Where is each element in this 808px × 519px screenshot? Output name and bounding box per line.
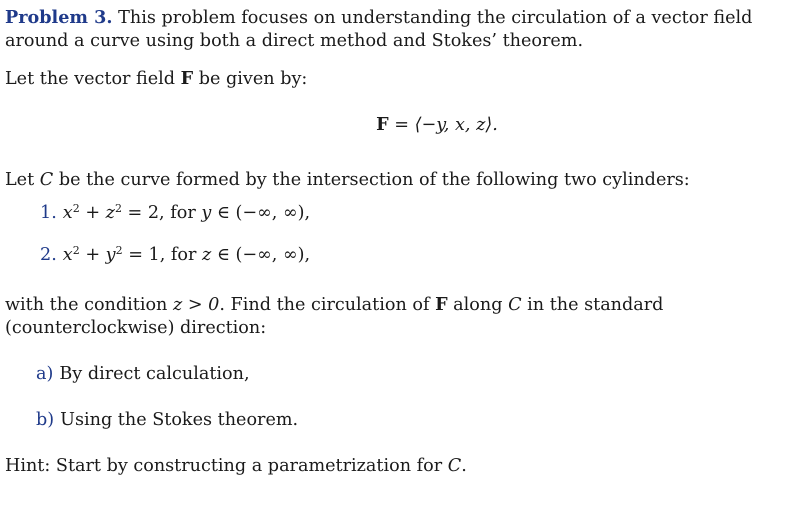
condition-field-symbol: F: [435, 294, 448, 315]
condition-post: in the standard (counterclockwise) direction:: [5, 295, 664, 338]
condition-curve-symbol: C: [508, 295, 522, 315]
part-text: Using the Stokes theorem.: [60, 410, 299, 430]
field-equation-rhs: = ⟨−y, x, z⟩.: [388, 115, 498, 135]
part-label: a): [36, 364, 54, 384]
curve-symbol: C: [39, 170, 54, 190]
cylinder-item-1: [40, 202, 805, 244]
cylinder-number: 1.: [40, 203, 57, 223]
condition-math: z > 0: [172, 295, 220, 315]
problem-document: [5, 6, 805, 478]
math-var: x: [62, 245, 73, 265]
condition-mid2: along: [447, 295, 509, 315]
hint-text: Hint: Start by constructing a parametrization for: [5, 456, 448, 476]
math-term: + z: [79, 203, 115, 223]
part-label: b): [36, 410, 55, 430]
problem-intro-text: This problem focuses on understanding the circulation of a vector field around a curve using both a direct method and Stokes’ theorem.: [5, 8, 753, 51]
field-sentence: [5, 67, 805, 91]
math-text: ∈ (−∞, ∞),: [211, 245, 311, 265]
math-exponent: 2: [72, 244, 80, 257]
parts-list: [5, 363, 805, 455]
condition-pre: with the condition: [5, 295, 173, 315]
field-sentence-post: be given by:: [193, 69, 308, 89]
cylinder-list: [5, 202, 805, 286]
part-text: By direct calculation,: [59, 364, 250, 384]
math-exponent: 2: [115, 244, 123, 257]
field-equation: [5, 113, 805, 137]
math-exponent: 2: [114, 202, 122, 215]
math-var: z: [202, 245, 212, 265]
condition-mid: . Find the circulation of: [219, 295, 436, 315]
condition-paragraph: [5, 293, 805, 340]
math-text: = 1, for: [122, 245, 203, 265]
cylinder-item-2: [40, 244, 805, 286]
cylinder-number: 2.: [40, 245, 57, 265]
part-a: [36, 363, 805, 409]
math-exponent: 2: [72, 202, 80, 215]
problem-label: Problem 3.: [5, 7, 113, 28]
math-text: = 2, for: [121, 203, 202, 223]
field-symbol: F: [180, 68, 194, 89]
part-b: [36, 409, 805, 455]
hint: [5, 455, 805, 478]
math-var: x: [62, 203, 73, 223]
field-sentence-pre: Let the vector field: [5, 69, 181, 89]
problem-intro: [5, 6, 805, 53]
curve-sentence-post: be the curve formed by the intersection of the following two cylinders:: [53, 170, 690, 190]
math-text: ∈ (−∞, ∞),: [211, 203, 311, 223]
field-equation-lhs: F: [376, 114, 389, 135]
hint-end: .: [461, 456, 467, 476]
hint-curve-symbol: C: [447, 456, 462, 476]
curve-sentence-pre: Let: [5, 170, 40, 190]
curve-sentence: [5, 169, 805, 192]
math-term: + y: [79, 245, 116, 265]
math-var: y: [201, 203, 212, 223]
